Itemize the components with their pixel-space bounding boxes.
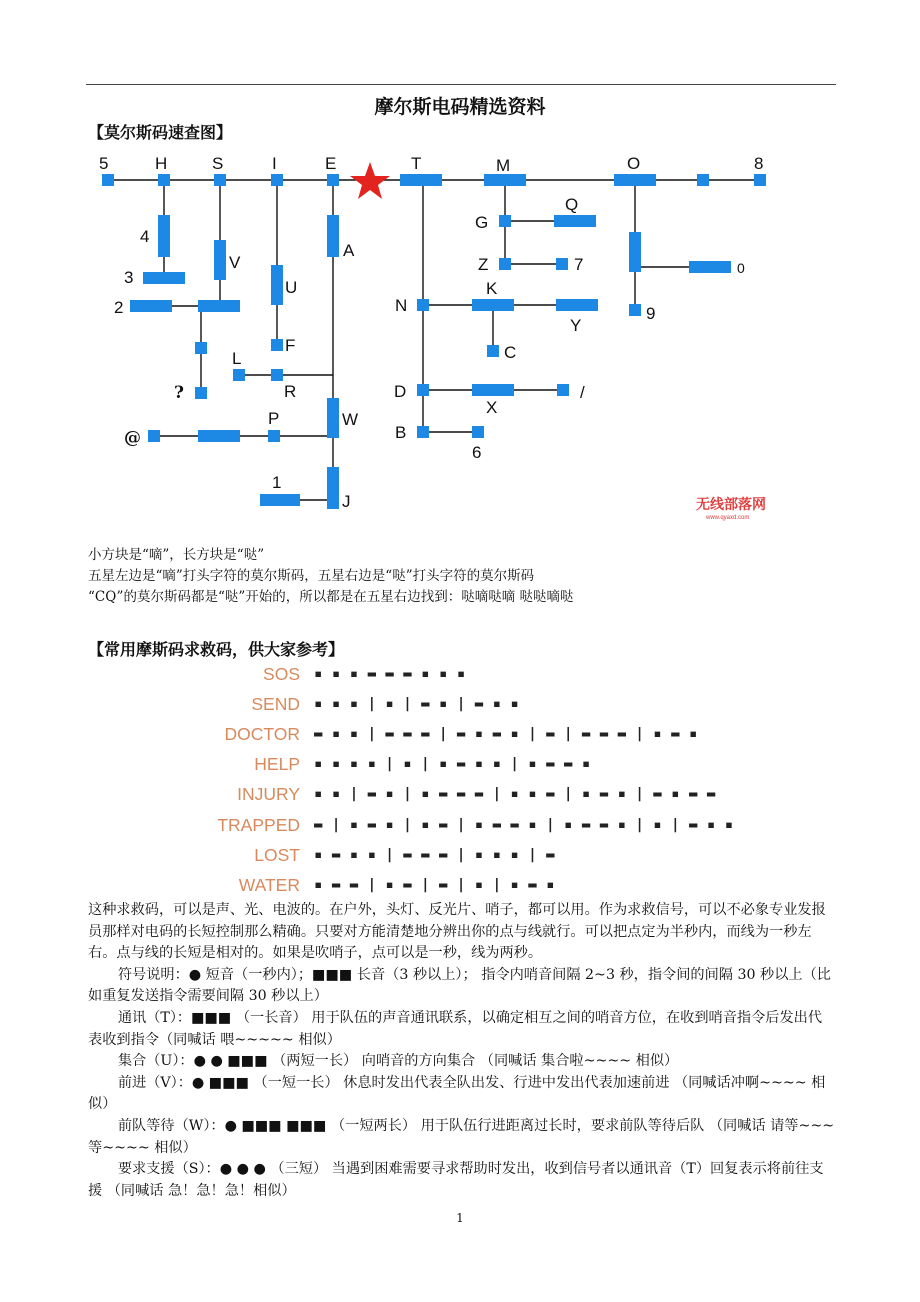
dot-9 [629, 304, 641, 316]
paragraph-symbols: 符号说明：● 短音（一秒内）；■■■ 长音（3 秒以上）； 指令内哨音间隔 2~3 秒，指令间的间隔 30 秒以上（比如重复发送指令需要间隔 30 秒以上） [88, 966, 831, 1005]
dot-q-1 [195, 342, 207, 354]
dash-O-9 [629, 232, 641, 272]
dash-3 [143, 272, 185, 284]
label-U: U [285, 278, 298, 297]
sos-code: ▪ ▪ | ▬ ▪ | ▪ ▬ ▬ ▬ | ▪ ▪ ▬ | ▪ ▬ ▪ | ▬ ▪ ▬ ▬ [314, 786, 716, 802]
dot-O-8 [697, 174, 709, 186]
label-P: P [268, 409, 280, 428]
label-O: O [627, 154, 641, 173]
label-L: L [232, 349, 242, 368]
dash-4 [158, 215, 170, 257]
label-6: 6 [472, 443, 482, 462]
label-G: G [475, 213, 489, 232]
label-Y: Y [570, 316, 582, 335]
paragraph-signal-u: 集合（U）：● ● ■■■ （两短一长） 向哨音的方向集合 （同喊话 集合啦~~~~ 相似） [117, 1053, 679, 1070]
label-question: ? [174, 383, 184, 403]
section-heading-chart: 【莫尔斯码速查图】 [88, 123, 233, 142]
dash-O [614, 174, 656, 186]
sos-word: LOST [254, 845, 300, 865]
dash-K [472, 299, 514, 311]
dot-G [499, 215, 511, 227]
watermark-url: www.qyaxd.com [706, 515, 750, 521]
dot-5 [102, 174, 114, 186]
label-T: T [411, 154, 422, 173]
star-icon [350, 162, 390, 199]
label-S: S [212, 154, 224, 173]
label-B: B [395, 423, 407, 442]
note-line-1: 小方块是“嘀”，长方块是“哒” [88, 547, 265, 563]
sos-word: TRAPPED [217, 815, 300, 835]
note-line-2: 五星左边是“嘀”打头字符的莫尔斯码，五星右边是“哒”打头字符的莫尔斯码 [88, 568, 535, 584]
paragraph-signal-v: 前进（V）：● ■■■ （一短一长） 休息时发出代表全队出发、行进中发出代表加速前进 （同喊话冲啊~~~~ 相似） [88, 1074, 826, 1113]
dash-J [327, 467, 339, 509]
chart-notes [88, 545, 574, 608]
paragraph-signal-w: 前队等待（W）：● ■■■ ■■■ （一短两长） 用于队伍行进距离过长时，要求前队等待后队 （同喊话 请等~~~等~~~~ 相似） [88, 1117, 835, 1156]
label-W: W [342, 410, 359, 429]
dash-zero [689, 261, 731, 273]
paragraph-signal-s: 要求支援（S）：● ● ● （三短） 当遇到困难需要寻求帮助时发出，收到信号者以通讯音（T）回复表示将前往支援 （同喊话 急！急！急！相似） [88, 1161, 824, 1199]
dot-q [195, 387, 207, 399]
dot-N [417, 299, 429, 311]
label-7: 7 [574, 255, 584, 274]
morse-lookup-chart [0, 140, 920, 540]
label-I: I [272, 154, 277, 173]
label-D: D [394, 382, 407, 401]
label-R: R [284, 382, 297, 401]
watermark-logo: 无线部落网 [696, 497, 766, 513]
sos-word: SOS [263, 664, 300, 684]
sos-code: ▬ ▪ ▪ | ▬ ▬ ▬ | ▬ ▪ ▬ ▪ | ▬ | ▬ ▬ ▬ | ▪ ▬ ▪ [314, 726, 698, 742]
dot-C [487, 345, 499, 357]
dash-U [271, 265, 283, 305]
label-Z: Z [478, 255, 489, 274]
label-M: M [496, 156, 511, 175]
explanation-text [88, 900, 836, 1202]
sos-word: INJURY [237, 784, 300, 804]
dash-W [327, 398, 339, 438]
dot-7 [556, 258, 568, 270]
sos-word: DOCTOR [224, 724, 300, 744]
dash-at [198, 430, 240, 442]
label-J: J [342, 492, 351, 511]
dash-X [472, 384, 514, 396]
dash-Y [556, 299, 598, 311]
label-1: 1 [272, 473, 282, 492]
note-line-3: “CQ”的莫尔斯码都是“哒”开始的，所以都是在五星右边找到：哒嘀哒嘀 哒哒嘀哒 [88, 589, 574, 605]
label-4: 4 [140, 227, 150, 246]
dash-Q [554, 215, 596, 227]
dash-U-2 [198, 300, 240, 312]
dot-D [417, 384, 429, 396]
dot-6 [472, 426, 484, 438]
chart-labels [99, 154, 763, 511]
sos-word: WATER [238, 875, 300, 895]
label-V: V [229, 253, 241, 272]
header-rule [86, 84, 836, 85]
dot-Z [499, 258, 511, 270]
dot-S [214, 174, 226, 186]
page-title: 摩尔斯电码精选资料 [374, 96, 546, 118]
dot-I [271, 174, 283, 186]
sos-code: ▪ ▬ ▬ | ▪ ▬ | ▬ | ▪ | ▪ ▬ ▪ [314, 877, 556, 893]
paragraph-intro: 这种求救码，可以是声、光、电波的。在户外，头灯、反光片、哨子，都可以用。作为求救信号，可以不必象专业发报员那样对电码的长短控制那么精确。只要对方能清楚地分辨出你的点与线就行。可以把点定为半秒内，而线为一秒左右。点与线的长短是相对的。如果是吹哨子，点可以是一秒，线为两秒。 [88, 902, 826, 962]
sos-code: ▪ ▬ ▪ ▪ | ▬ ▬ ▬ | ▪ ▪ ▪ | ▬ [314, 847, 556, 863]
label-E: E [325, 154, 337, 173]
dot-L [233, 369, 245, 381]
dot-P [268, 430, 280, 442]
chart-connector-lines [108, 180, 760, 500]
label-8: 8 [754, 154, 764, 173]
label-9: 9 [646, 304, 656, 323]
label-F: F [285, 336, 296, 355]
dot-F [271, 339, 283, 351]
label-at: @ [124, 428, 141, 448]
dot-at [148, 430, 160, 442]
sos-code: ▪ ▪ ▪ ▬ ▬ ▬ ▪ ▪ ▪ [314, 666, 466, 682]
sos-word: SEND [251, 694, 300, 714]
sos-code: ▪ ▪ ▪ ▪ | ▪ | ▪ ▬ ▪ ▪ | ▪ ▬ ▬ ▪ [314, 756, 591, 772]
dot-8 [754, 174, 766, 186]
dot-E [327, 174, 339, 186]
label-Q: Q [565, 195, 579, 214]
sos-code: ▬ | ▪ ▬ ▪ | ▪ ▬ | ▪ ▬ ▬ ▪ | ▪ ▬ ▬ ▪ | ▪ | ▬ ▪ ▪ [314, 817, 734, 833]
label-3: 3 [124, 268, 134, 287]
page-number: 1 [456, 1211, 464, 1225]
dash-A [327, 215, 339, 257]
label-zero: 0 [737, 260, 745, 276]
dash-1 [260, 494, 300, 506]
label-A: A [343, 241, 355, 260]
dash-V [214, 240, 226, 280]
dot-R [271, 369, 283, 381]
label-X: X [486, 398, 498, 417]
label-5: 5 [99, 154, 109, 173]
dot-H [158, 174, 170, 186]
paragraph-signal-t: 通讯（T）：■■■ （一长音） 用于队伍的声音通讯联系，以确定相互之间的哨音方位，在收到哨音指令后发出代表收到指令（同喊话 喂~~~~~ 相似） [88, 1009, 823, 1048]
dot-slash [557, 384, 569, 396]
label-2: 2 [114, 298, 124, 317]
label-C: C [504, 343, 517, 362]
sos-word: HELP [254, 754, 300, 774]
sos-code: ▪ ▪ ▪ | ▪ | ▬ ▪ | ▬ ▪ ▪ [314, 696, 520, 712]
section-heading-sos: 【常用摩斯码求救码，供大家参考】 [88, 640, 345, 659]
label-slash: / [580, 383, 585, 402]
label-K: K [486, 279, 498, 298]
label-H: H [155, 154, 168, 173]
label-N: N [395, 296, 408, 315]
dot-B [417, 426, 429, 438]
dash-T [400, 174, 442, 186]
dash-M [484, 174, 526, 186]
dash-2 [130, 300, 172, 312]
